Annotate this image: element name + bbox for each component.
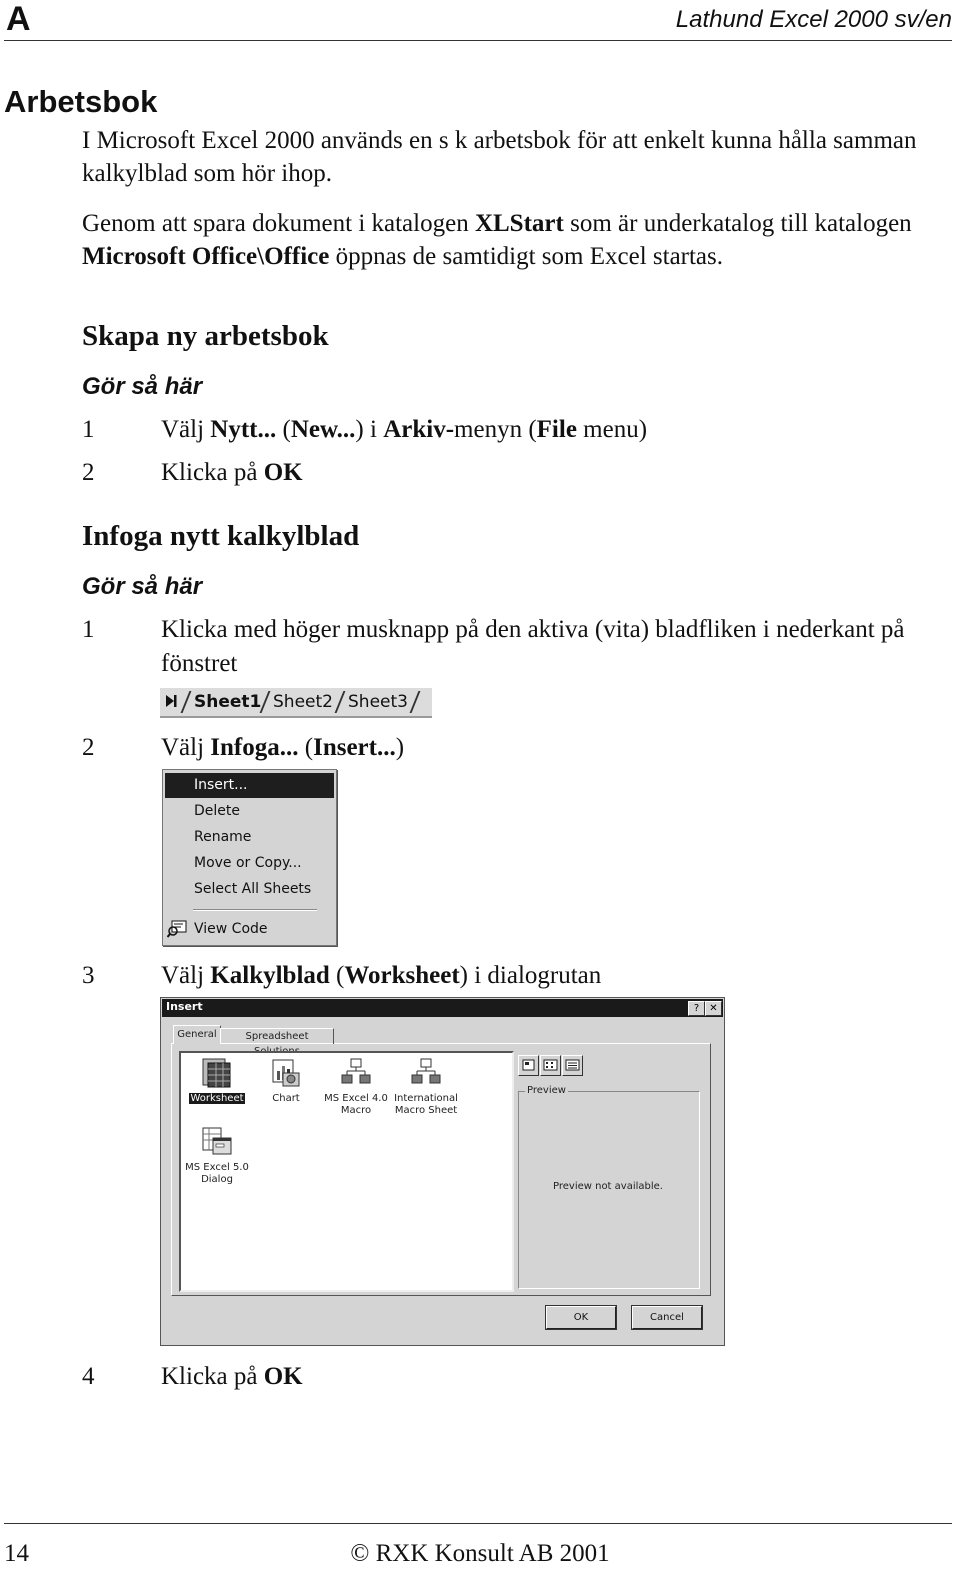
macro-icon [409,1057,443,1089]
insert-sheet-heading: Infoga nytt kalkylblad [82,520,360,552]
new-workbook-heading: Skapa ny arbetsbok [82,320,329,352]
cancel-button[interactable]: Cancel [632,1306,702,1329]
details-view-icon [563,1056,582,1075]
dialog-title: Insert [166,1000,203,1013]
sheet-tab-strip [160,688,432,718]
tab-general[interactable]: General [173,1025,221,1044]
tab-divider [335,691,346,713]
menu-item-delete[interactable]: Delete [194,803,240,819]
list-view-icon [541,1056,560,1075]
menu-separator [193,909,317,911]
ok-button[interactable]: OK [546,1306,616,1329]
insert-dialog [160,997,725,1346]
running-header-title: Lathund Excel 2000 sv/en [675,6,952,33]
sheet-tab-sheet3[interactable]: Sheet3 [348,692,408,712]
help-button[interactable]: ? [688,1001,705,1016]
chapter-letter: A [6,0,31,38]
copyright: © RXK Konsult AB 2001 [350,1540,610,1567]
xlstart-paragraph: Genom att spara dokument i katalogen XLStart som är underkatalog till katalogen Microsoft Office\Office öppnas de samtidigt som Excel startas. [82,210,912,270]
template-item-ms-excel-4-macro[interactable]: MS Excel 4.0 Macro [318,1057,394,1117]
sheet-tab-context-menu [162,769,337,946]
tab-divider [181,691,192,713]
intro-paragraph: I Microsoft Excel 2000 används en s k arbetsbok för att enkelt kunna hålla samman kalkylblad som hör ihop. [82,127,917,187]
template-item-ms-excel-5-dialog[interactable]: MS Excel 5.0 Dialog [179,1126,255,1186]
tab-divider [410,691,421,713]
large-icons-view-button[interactable] [518,1055,539,1076]
menu-item-select-all-sheets[interactable]: Select All Sheets [194,881,312,897]
dialog-sheet-icon [200,1126,234,1158]
section-title: Arbetsbok [4,84,158,119]
sheet-tab-sheet2[interactable]: Sheet2 [273,692,333,712]
macro-icon [339,1057,373,1089]
menu-item-rename[interactable]: Rename [194,829,252,845]
new-workbook-howto: Gör så här [82,373,203,400]
template-list [179,1051,514,1292]
details-view-button[interactable] [562,1055,583,1076]
worksheet-icon [200,1057,234,1089]
page-number: 14 [4,1540,29,1567]
header-rule [4,40,952,41]
footer-rule [4,1523,952,1524]
insert-sheet-howto: Gör så här [82,573,203,600]
last-sheet-nav-icon[interactable] [164,693,178,709]
menu-item-move-or-copy[interactable]: Move or Copy... [194,855,302,871]
template-item-worksheet[interactable]: Worksheet [179,1057,255,1105]
template-item-international-macro-sheet[interactable]: International Macro Sheet [388,1057,464,1117]
preview-not-available: Preview not available. [553,1181,663,1192]
template-item-chart[interactable]: Chart [248,1057,324,1105]
large-icons-icon [519,1056,538,1075]
menu-item-view-code[interactable]: View Code [194,921,268,937]
chart-icon [269,1057,303,1089]
dialog-title-bar[interactable] [162,999,723,1017]
preview-label: Preview [527,1085,566,1096]
sheet-tab-sheet1[interactable]: Sheet1 [194,692,262,712]
list-view-button[interactable] [540,1055,561,1076]
menu-item-insert[interactable]: Insert... [165,773,334,798]
tab-spreadsheet-solutions[interactable]: Spreadsheet [220,1028,334,1044]
close-button[interactable]: ✕ [705,1001,722,1016]
